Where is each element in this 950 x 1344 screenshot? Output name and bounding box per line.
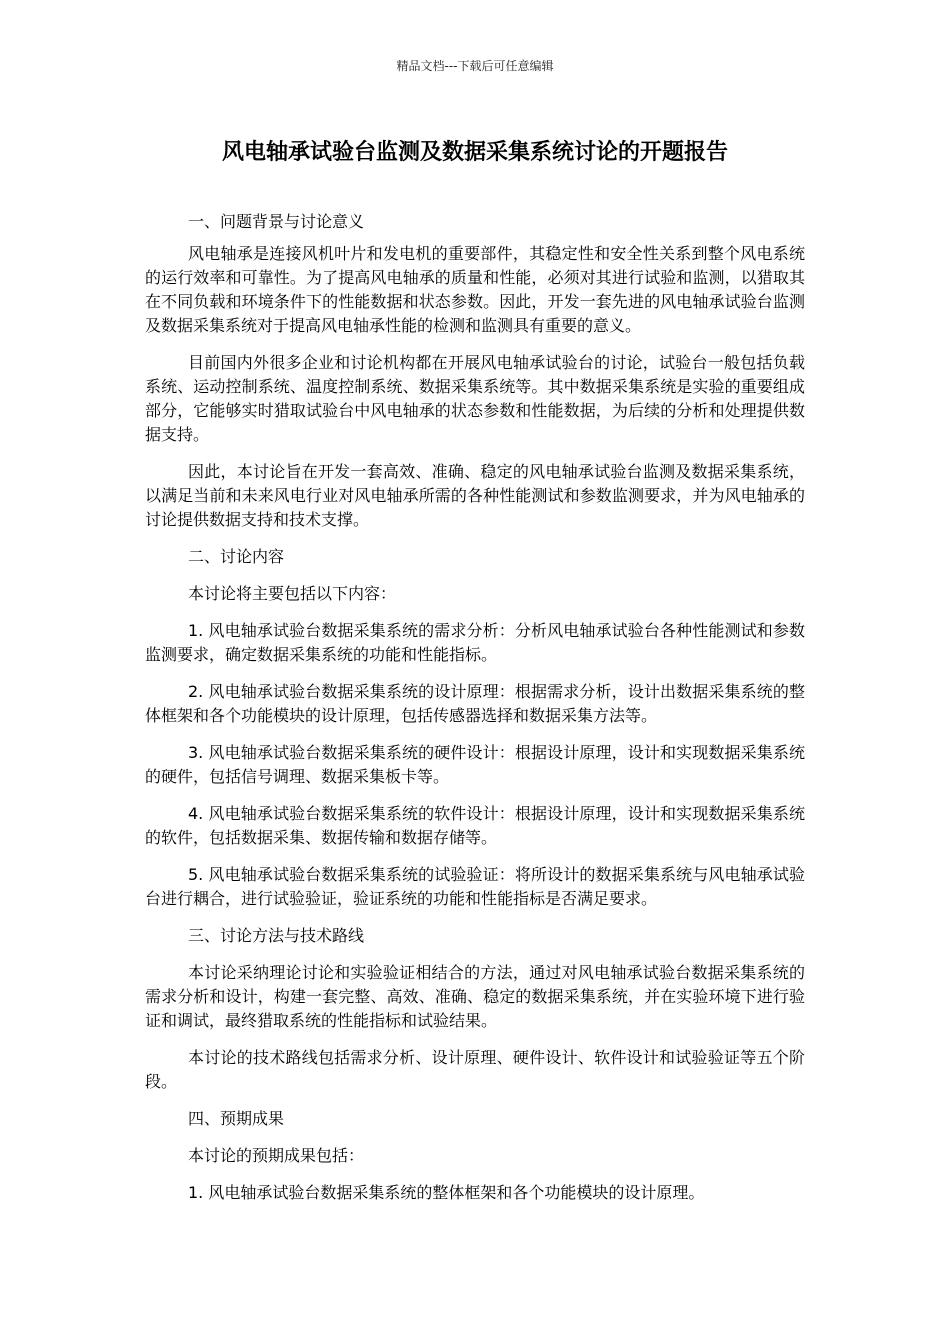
section-heading-4: 四、预期成果	[188, 1109, 285, 1128]
paragraph: 本讨论的预期成果包括：	[188, 1146, 365, 1165]
list-item: 1. 风电轴承试验台数据采集系统的整体框架和各个功能模块的设计原理。	[188, 1183, 705, 1202]
document-body	[145, 210, 805, 1218]
section-heading-3: 三、讨论方法与技术路线	[188, 926, 365, 945]
section-heading-2: 二、讨论内容	[188, 547, 285, 566]
list-item: 1. 风电轴承试验台数据采集系统的需求分析：分析风电轴承试验台各种性能测试和参数监测要求，确定数据采集系统的功能和性能指标。	[145, 621, 805, 664]
paragraph: 风电轴承是连接风机叶片和发电机的重要部件，其稳定性和安全性关系到整个风电系统的运行效率和可靠性。为了提高风电轴承的质量和性能，必须对其进行试验和监测，以猎取其在不同负载和环境条件下的性能数据和状态参数。因此，开发一套先进的风电轴承试验台监测及数据采集系统对于提高风电轴承性能的检测和监测具有重要的意义。	[145, 244, 805, 335]
paragraph: 本讨论的技术路线包括需求分析、设计原理、硬件设计、软件设计和试验验证等五个阶段。	[145, 1048, 805, 1091]
paragraph: 目前国内外很多企业和讨论机构都在开展风电轴承试验台的讨论，试验台一般包括负载系统、运动控制系统、温度控制系统、数据采集系统等。其中数据采集系统是实验的重要组成部分，它能够实时猎取试验台中风电轴承的状态参数和性能数据，为后续的分析和处理提供数据支持。	[145, 353, 805, 444]
list-item: 3. 风电轴承试验台数据采集系统的硬件设计：根据设计原理，设计和实现数据采集系统的硬件，包括信号调理、数据采集板卡等。	[145, 743, 805, 786]
paragraph: 本讨论将主要包括以下内容：	[188, 584, 397, 603]
document-title: 风电轴承试验台监测及数据采集系统讨论的开题报告	[221, 140, 728, 165]
list-item: 5. 风电轴承试验台数据采集系统的试验验证：将所设计的数据采集系统与风电轴承试验台进行耦合，进行试验验证，验证系统的功能和性能指标是否满足要求。	[145, 865, 805, 908]
section-heading-1: 一、问题背景与讨论意义	[188, 212, 365, 231]
paragraph: 本讨论采纳理论讨论和实验验证相结合的方法，通过对风电轴承试验台数据采集系统的需求分析和设计，构建一套完整、高效、准确、稳定的数据采集系统，并在实验环境下进行验证和调试，最终猎取系统的性能指标和试验结果。	[145, 963, 805, 1030]
header-note: 精品文档---下载后可任意编辑	[396, 59, 554, 73]
paragraph: 因此，本讨论旨在开发一套高效、准确、稳定的风电轴承试验台监测及数据采集系统，以满足当前和未来风电行业对风电轴承所需的各种性能测试和参数监测要求，并为风电轴承的讨论提供数据支持和技术支撑。	[145, 462, 805, 529]
list-item: 2. 风电轴承试验台数据采集系统的设计原理：根据需求分析，设计出数据采集系统的整体框架和各个功能模块的设计原理，包括传感器选择和数据采集方法等。	[145, 682, 805, 725]
list-item: 4. 风电轴承试验台数据采集系统的软件设计：根据设计原理，设计和实现数据采集系统的软件，包括数据采集、数据传输和数据存储等。	[145, 804, 805, 847]
